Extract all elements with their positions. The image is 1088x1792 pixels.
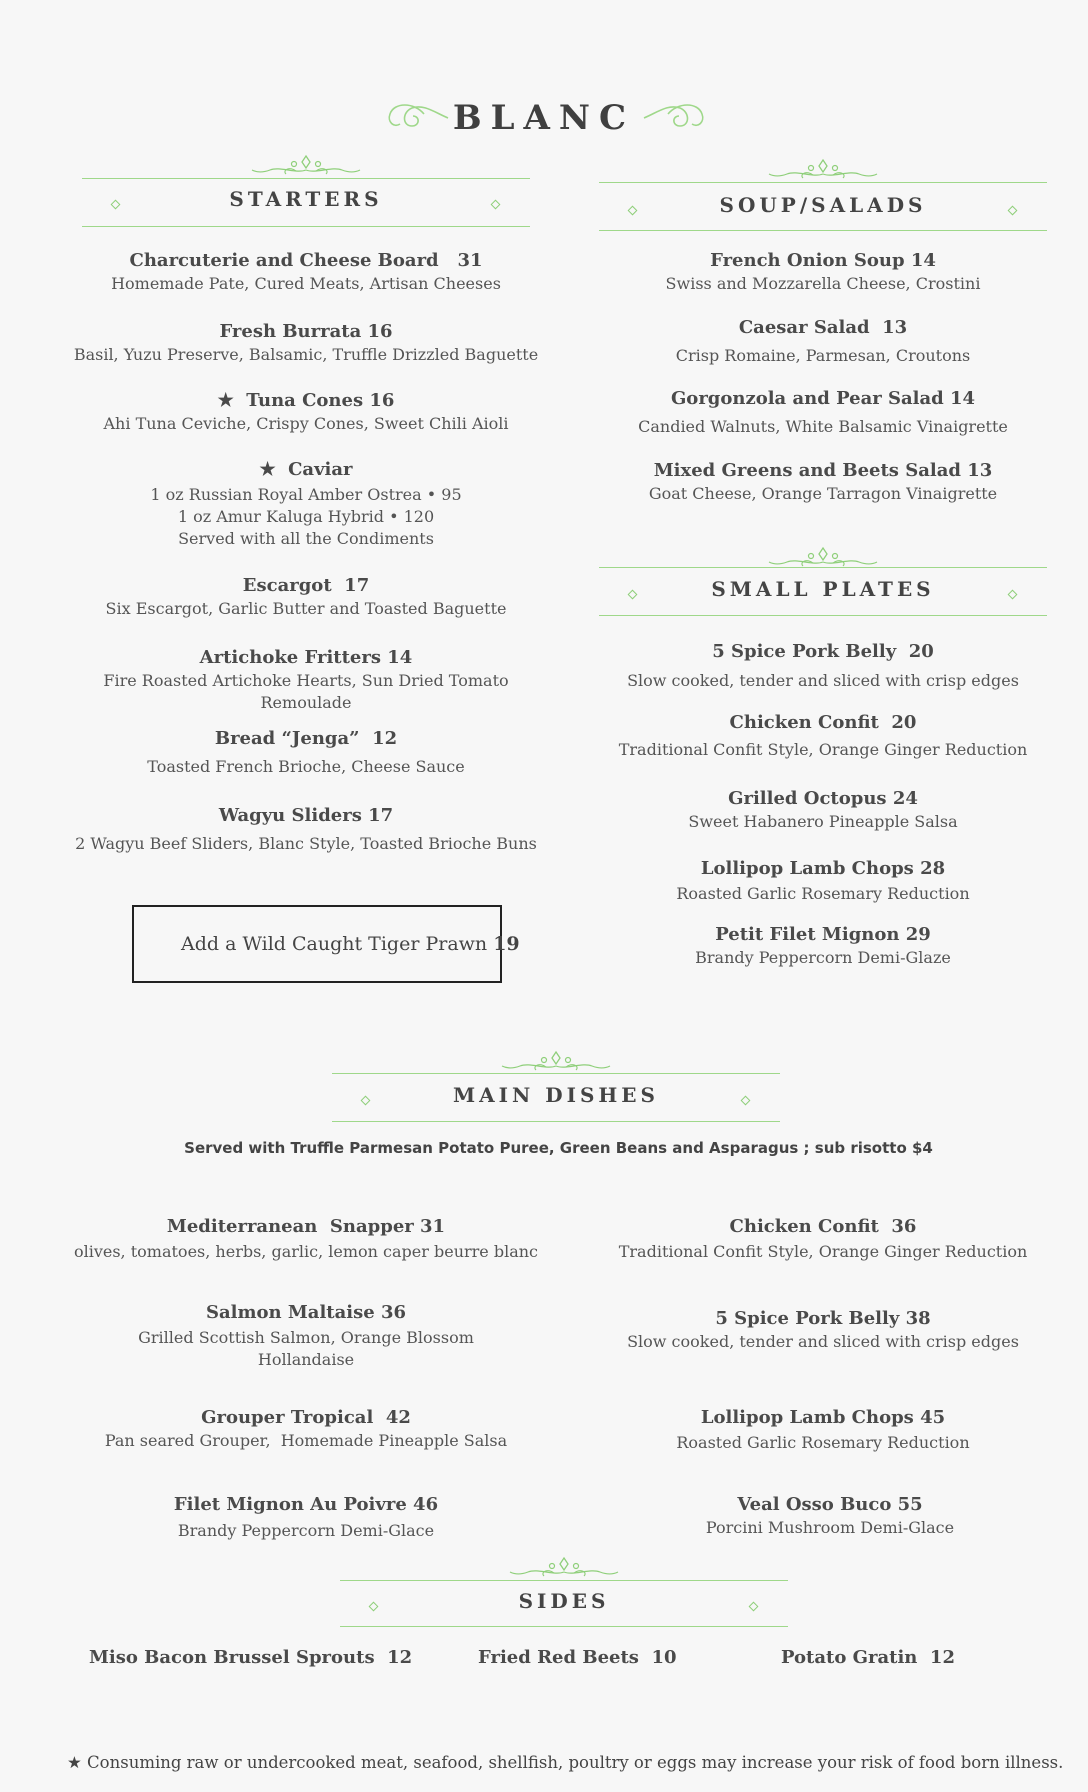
header-top-rule: [82, 178, 530, 179]
item-name: Fresh Burrata 16: [219, 321, 393, 342]
menu-item: [599, 711, 1047, 761]
soup-salads-header: [599, 154, 1047, 234]
item-name: 5 Spice Pork Belly 38: [715, 1308, 931, 1329]
item-name: Caesar Salad 13: [738, 317, 908, 338]
item-name: Gorgonzola and Pear Salad 14: [670, 388, 976, 409]
item-description: Ahi Tuna Ceviche, Crispy Cones, Sweet Chili Aioli: [103, 414, 509, 433]
flourish-ornament: [250, 152, 362, 178]
menu-item: [62, 574, 550, 620]
menu-item: [599, 1493, 1061, 1539]
menu-item: [62, 1406, 550, 1452]
item-description: Sweet Habanero Pineapple Salsa: [688, 812, 958, 831]
menu-item: [62, 458, 550, 550]
side-item: Miso Bacon Brussel Sprouts 12: [89, 1647, 413, 1668]
header-top-rule: [599, 567, 1047, 568]
item-description: Slow cooked, tender and sliced with crisp edges: [627, 1332, 1019, 1351]
item-name: Filet Mignon Au Poivre 46: [173, 1494, 439, 1515]
raw-food-disclaimer: ★ Consuming raw or undercooked meat, seafood, shellfish, poultry or eggs may increase your risk of food born illness.: [67, 1753, 1064, 1772]
item-description: Traditional Confit Style, Orange Ginger Reduction: [618, 740, 1028, 759]
item-name: Veal Osso Buco 55: [737, 1494, 923, 1515]
menu-item: [599, 857, 1047, 905]
menu-item: [599, 640, 1047, 692]
flourish-ornament: [508, 1554, 620, 1580]
flourish-ornament: [500, 1048, 612, 1074]
prawn-addon-box: [132, 905, 520, 983]
addon-price: 19: [493, 933, 520, 955]
item-name: Grilled Octopus 24: [728, 788, 918, 809]
item-name: Grouper Tropical 42: [201, 1407, 411, 1428]
menu-item: [599, 316, 1047, 367]
header-bottom-rule: [82, 226, 530, 227]
item-name: Bread “Jenga” 12: [214, 728, 398, 749]
item-description: Goat Cheese, Orange Tarragon Vinaigrette: [648, 484, 998, 503]
side-item: Potato Gratin 12: [781, 1647, 955, 1668]
item-name: Chicken Confit 20: [729, 712, 917, 733]
item-name: Mixed Greens and Beets Salad 13: [653, 460, 993, 481]
item-description-line: Grilled Scottish Salmon, Orange Blossom: [138, 1328, 474, 1347]
item-name: Salmon Maltaise 36: [205, 1302, 407, 1323]
item-description: Homemade Pate, Cured Meats, Artisan Cheeses: [111, 274, 501, 293]
item-name: Mediterranean Snapper 31: [166, 1216, 446, 1237]
item-description: olives, tomatoes, herbs, garlic, lemon caper beurre blanc: [73, 1242, 539, 1261]
menu-item: [599, 923, 1047, 969]
addon-text: Add a Wild Caught Tiger Prawn: [181, 933, 494, 955]
item-description: Traditional Confit Style, Orange Ginger Reduction: [618, 1242, 1028, 1261]
item-description: Slow cooked, tender and sliced with crisp edges: [627, 671, 1019, 690]
item-name: Lollipop Lamb Chops 45: [700, 1407, 946, 1428]
menu-item: [62, 389, 550, 435]
menu-item: [62, 320, 550, 366]
menu-item: [599, 787, 1047, 833]
starters-header: [82, 150, 530, 230]
menu-item: [62, 1215, 550, 1263]
item-description: Swiss and Mozzarella Cheese, Crostini: [665, 274, 981, 293]
item-name: Petit Filet Mignon 29: [715, 924, 931, 945]
item-name: ★ Tuna Cones 16: [217, 390, 395, 411]
item-description: Toasted French Brioche, Cheese Sauce: [147, 757, 465, 776]
menu-item: [599, 459, 1047, 505]
item-description: Crisp Romaine, Parmesan, Croutons: [675, 346, 971, 365]
soup-salads-heading: SOUP/SALADS: [719, 193, 927, 217]
item-name: Wagyu Sliders 17: [218, 805, 394, 826]
item-description: Pan seared Grouper, Homemade Pineapple Salsa: [104, 1431, 508, 1450]
menu-item: [599, 249, 1047, 295]
flourish-ornament: [767, 156, 879, 182]
item-description: 2 Wagyu Beef Sliders, Blanc Style, Toasted Brioche Buns: [75, 834, 537, 853]
header-top-rule: [340, 1580, 788, 1581]
item-description: Candied Walnuts, White Balsamic Vinaigrette: [638, 417, 1008, 436]
item-description: Roasted Garlic Rosemary Reduction: [676, 884, 970, 903]
small-plates-header: [599, 542, 1047, 622]
menu-item: [62, 249, 550, 295]
menu-item: [62, 804, 550, 855]
item-description-line: 1 oz Russian Royal Amber Ostrea • 95: [150, 485, 462, 504]
side-item: Fried Red Beets 10: [478, 1647, 677, 1668]
restaurant-title: BLANC: [452, 98, 636, 138]
small-plates-heading: SMALL PLATES: [711, 577, 935, 601]
sides-header: [340, 1554, 788, 1634]
item-name: ★ Caviar: [259, 459, 353, 480]
item-description-line: Hollandaise: [257, 1350, 355, 1369]
menu-item: [62, 1493, 550, 1542]
header-top-rule: [599, 182, 1047, 183]
item-description: Porcini Mushroom Demi-Glace: [705, 1518, 955, 1537]
item-name: Charcuterie and Cheese Board 31: [129, 250, 483, 271]
item-name: Artichoke Fritters 14: [199, 647, 413, 668]
served-with-note: Served with Truffle Parmesan Potato Puree, Green Beans and Asparagus ; sub risotto $4: [184, 1139, 933, 1157]
item-name: Chicken Confit 36: [729, 1216, 917, 1237]
item-name: Escargot 17: [242, 575, 370, 596]
main-dishes-heading: MAIN DISHES: [453, 1083, 659, 1107]
menu-item: [599, 387, 1047, 438]
item-name: Lollipop Lamb Chops 28: [700, 858, 946, 879]
item-description-line: Fire Roasted Artichoke Hearts, Sun Dried Tomato: [103, 671, 509, 690]
header-bottom-rule: [599, 615, 1047, 616]
item-description-line: Served with all the Condiments: [178, 529, 434, 548]
header-bottom-rule: [340, 1626, 788, 1627]
item-description: Roasted Garlic Rosemary Reduction: [676, 1433, 970, 1452]
sides-heading: SIDES: [518, 1589, 610, 1613]
header-bottom-rule: [599, 230, 1047, 231]
main-dishes-header: [332, 1046, 780, 1126]
item-description-line: Remoulade: [260, 693, 352, 712]
item-name: French Onion Soup 14: [710, 250, 936, 271]
menu-item: [62, 727, 550, 778]
item-description: Six Escargot, Garlic Butter and Toasted Baguette: [105, 599, 507, 618]
menu-item: [62, 646, 550, 714]
item-description: Basil, Yuzu Preserve, Balsamic, Truffle Drizzled Baguette: [73, 345, 539, 364]
menu-item: [599, 1215, 1047, 1263]
header-top-rule: [332, 1073, 780, 1074]
menu-item: [62, 1301, 550, 1371]
menu-item: [599, 1406, 1047, 1454]
menu-item: [599, 1307, 1047, 1353]
item-description: Brandy Peppercorn Demi-Glaze: [695, 948, 951, 967]
starters-heading: STARTERS: [229, 187, 383, 211]
right-swirl-ornament: [642, 100, 708, 134]
item-description: Brandy Peppercorn Demi-Glace: [177, 1521, 435, 1540]
header-bottom-rule: [332, 1121, 780, 1122]
item-description-line: 1 oz Amur Kaluga Hybrid • 120: [177, 507, 435, 526]
item-name: 5 Spice Pork Belly 20: [712, 641, 934, 662]
